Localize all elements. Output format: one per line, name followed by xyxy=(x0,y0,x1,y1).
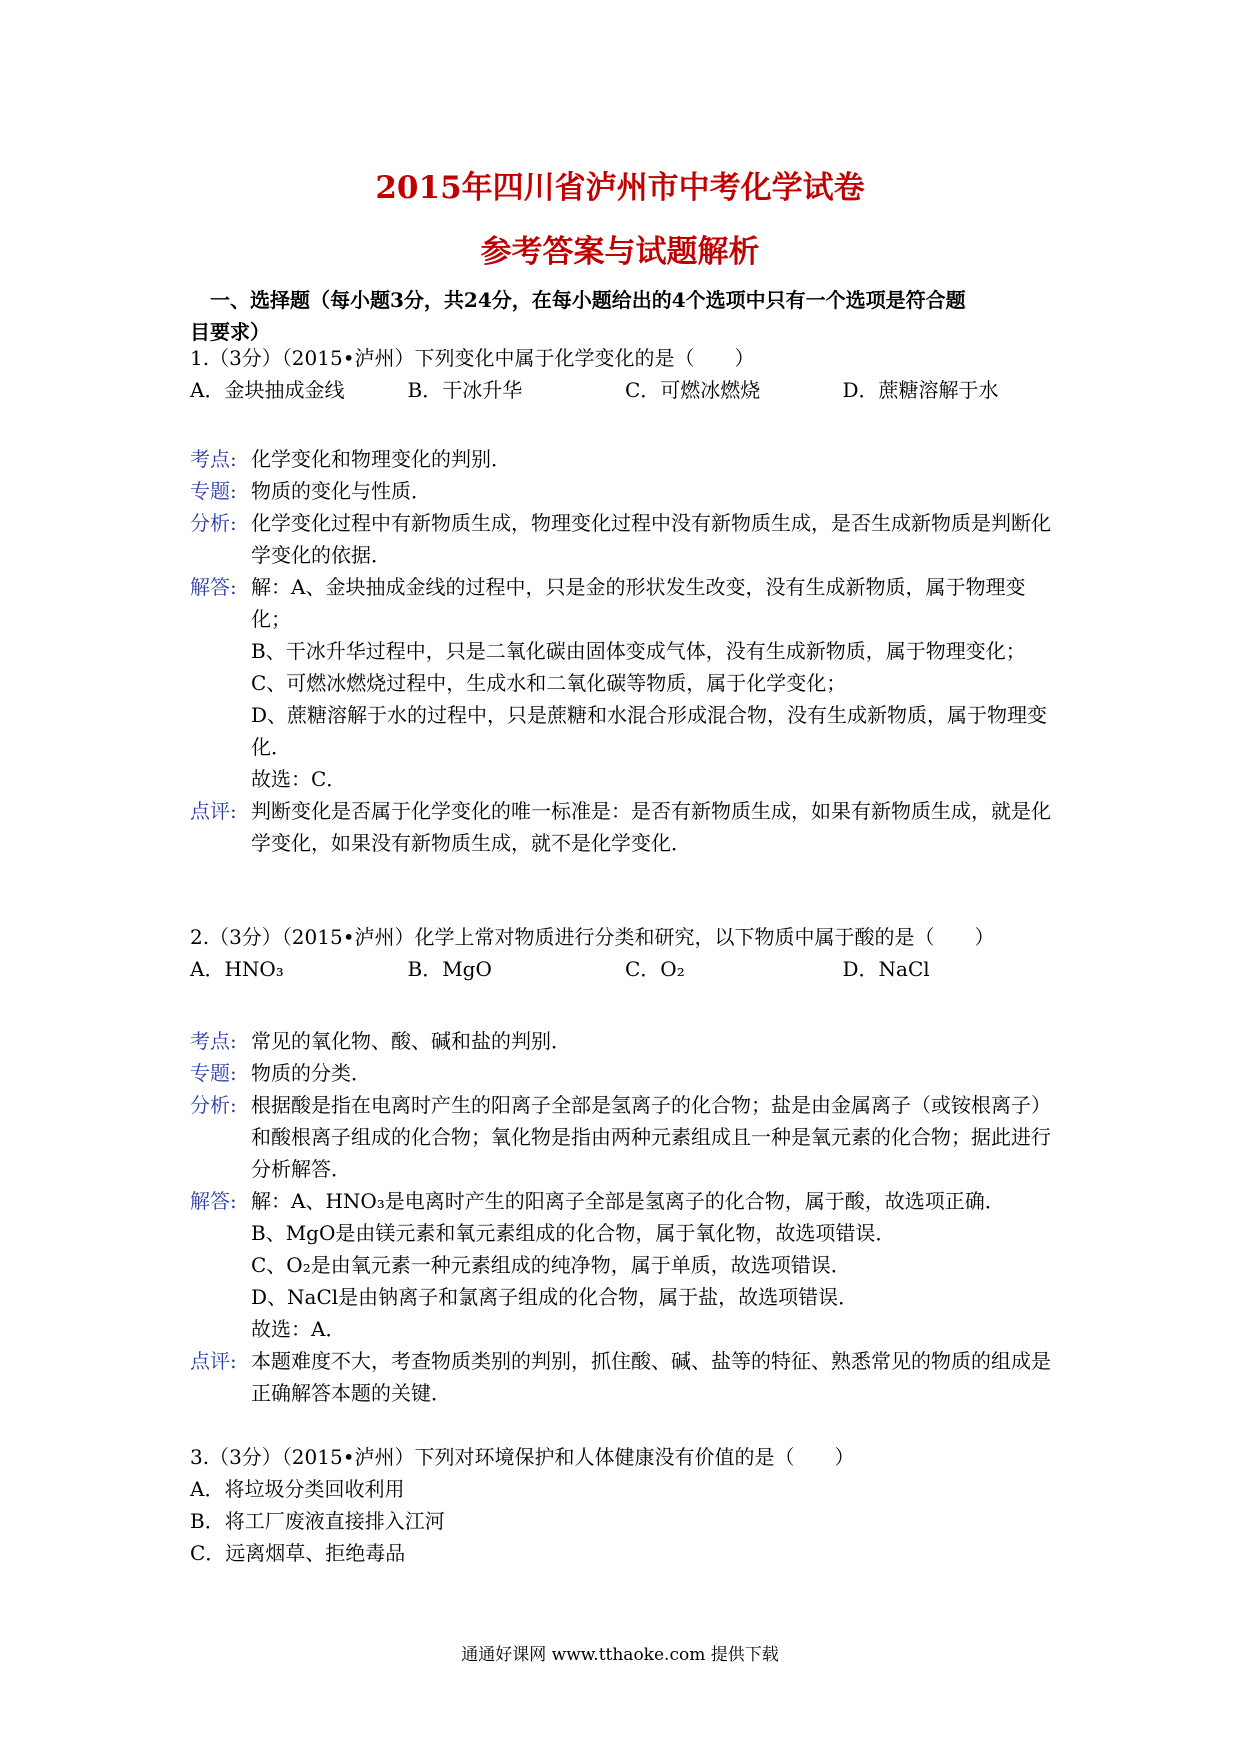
kaodian-label: 考点: xyxy=(190,1029,237,1053)
zhuanti-label: 专题: xyxy=(190,479,237,503)
jieda-line: B、干冰升华过程中，只是二氧化碳由固体变成气体，没有生成新物质，属于物理变化； xyxy=(251,639,1026,663)
analysis-1 xyxy=(190,443,1060,859)
page-footer: 通通好课网 www.tthaoke.com 提供下载 xyxy=(461,1645,779,1665)
dianping-row xyxy=(190,1345,1060,1409)
jieda-line: B、MgO是由镁元素和氧元素组成的化合物，属于氧化物，故选项错误． xyxy=(251,1221,896,1245)
option-c: C．O₂ xyxy=(625,957,685,981)
jieda-line: D、NaCl是由钠离子和氯离子组成的化合物，属于盐，故选项错误． xyxy=(251,1285,859,1309)
option-c: C．可燃冰燃烧 xyxy=(625,378,761,402)
jieda-line: 解：A、HNO₃是电离时产生的阳离子全部是氢离子的化合物，属于酸，故选项正确． xyxy=(251,1189,1005,1213)
jieda-text xyxy=(251,1185,1060,1345)
question-stem: 3.（3分）（2015•泸州）下列对环境保护和人体健康没有价值的是（ ） xyxy=(190,1445,855,1469)
dianping-label: 点评: xyxy=(190,1349,237,1373)
jieda-label: 解答: xyxy=(190,1189,237,1213)
answer-options xyxy=(190,953,1060,985)
fenxi-label: 分析: xyxy=(190,1093,237,1117)
fenxi-text: 化学变化过程中有新物质生成，物理变化过程中没有新物质生成，是否生成新物质是判断化学变化的依据． xyxy=(251,511,1051,567)
kaodian-label: 考点: xyxy=(190,447,237,471)
fenxi-row xyxy=(190,507,1060,571)
jieda-label: 解答: xyxy=(190,575,237,599)
option-b: B．将工厂废液直接排入江河 xyxy=(190,1509,445,1533)
jieda-row xyxy=(190,571,1060,795)
kaodian-text: 常见的氧化物、酸、碱和盐的判别． xyxy=(251,1029,571,1053)
jieda-line: D、蔗糖溶解于水的过程中，只是蔗糖和水混合形成混合物，没有生成新物质，属于物理变化． xyxy=(251,703,1048,759)
jieda-line: 故选：C． xyxy=(251,767,347,791)
jieda-line: 故选：A． xyxy=(251,1317,346,1341)
zhuanti-row xyxy=(190,1057,1060,1089)
section-heading-line-2: 目要求） xyxy=(190,320,270,344)
option-c: C．远离烟草、拒绝毒品 xyxy=(190,1541,406,1565)
question-2 xyxy=(190,921,1060,985)
fenxi-label: 分析: xyxy=(190,511,237,535)
question-stem: 2.（3分）（2015•泸州）化学上常对物质进行分类和研究，以下物质中属于酸的是（ ） xyxy=(190,925,995,949)
answer-options xyxy=(190,374,1060,406)
kaodian-row xyxy=(190,1025,1060,1057)
jieda-line: 解：A、金块抽成金线的过程中，只是金的形状发生改变，没有生成新物质，属于物理变化； xyxy=(251,575,1026,631)
dianping-text: 本题难度不大，考查物质类别的判别，抓住酸、碱、盐等的特征、熟悉常见的物质的组成是正确解答本题的关键． xyxy=(251,1349,1051,1405)
document-title: 2015年四川省泸州市中考化学试卷 xyxy=(375,170,865,206)
analysis-2 xyxy=(190,1025,1060,1409)
jieda-line: C、可燃冰燃烧过程中，生成水和二氧化碳等物质，属于化学变化； xyxy=(251,671,847,695)
dianping-label: 点评: xyxy=(190,799,237,823)
option-a: A．将垃圾分类回收利用 xyxy=(190,1477,405,1501)
section-heading-line-1: 一、选择题（每小题3分，共24分，在每小题给出的4个选项中只有一个选项是符合题 xyxy=(210,288,966,312)
kaodian-text: 化学变化和物理变化的判别． xyxy=(251,447,511,471)
jieda-line: C、O₂是由氧元素一种元素组成的纯净物，属于单质，故选项错误． xyxy=(251,1253,851,1277)
dianping-row xyxy=(190,795,1060,859)
option-a: A．金块抽成金线 xyxy=(190,378,345,402)
option-d: D．NaCl xyxy=(842,957,930,981)
zhuanti-text: 物质的变化与性质． xyxy=(251,479,431,503)
zhuanti-text: 物质的分类． xyxy=(251,1061,371,1085)
question-stem: 1.（3分）（2015•泸州）下列变化中属于化学变化的是（ ） xyxy=(190,346,755,370)
option-a: A．HNO₃ xyxy=(190,957,284,981)
kaodian-row xyxy=(190,443,1060,475)
question-1 xyxy=(190,342,1060,406)
zhuanti-row xyxy=(190,475,1060,507)
question-3 xyxy=(190,1441,1060,1569)
option-d: D．蔗糖溶解于水 xyxy=(842,378,999,402)
fenxi-text: 根据酸是指在电离时产生的阳离子全部是氢离子的化合物；盐是由金属离子（或铵根离子）和酸根离子组成的化合物；氧化物是指由两种元素组成且一种是氧元素的化合物；据此进行分析解答． xyxy=(251,1093,1051,1181)
dianping-text: 判断变化是否属于化学变化的唯一标准是：是否有新物质生成，如果有新物质生成，就是化学变化，如果没有新物质生成，就不是化学变化． xyxy=(251,799,1051,855)
zhuanti-label: 专题: xyxy=(190,1061,237,1085)
option-b: B．干冰升华 xyxy=(407,378,523,402)
jieda-text xyxy=(251,571,1060,795)
option-b: B．MgO xyxy=(407,957,492,981)
section-heading xyxy=(190,284,1060,348)
document-subtitle: 参考答案与试题解析 xyxy=(480,234,760,270)
jieda-row xyxy=(190,1185,1060,1345)
fenxi-row xyxy=(190,1089,1060,1185)
